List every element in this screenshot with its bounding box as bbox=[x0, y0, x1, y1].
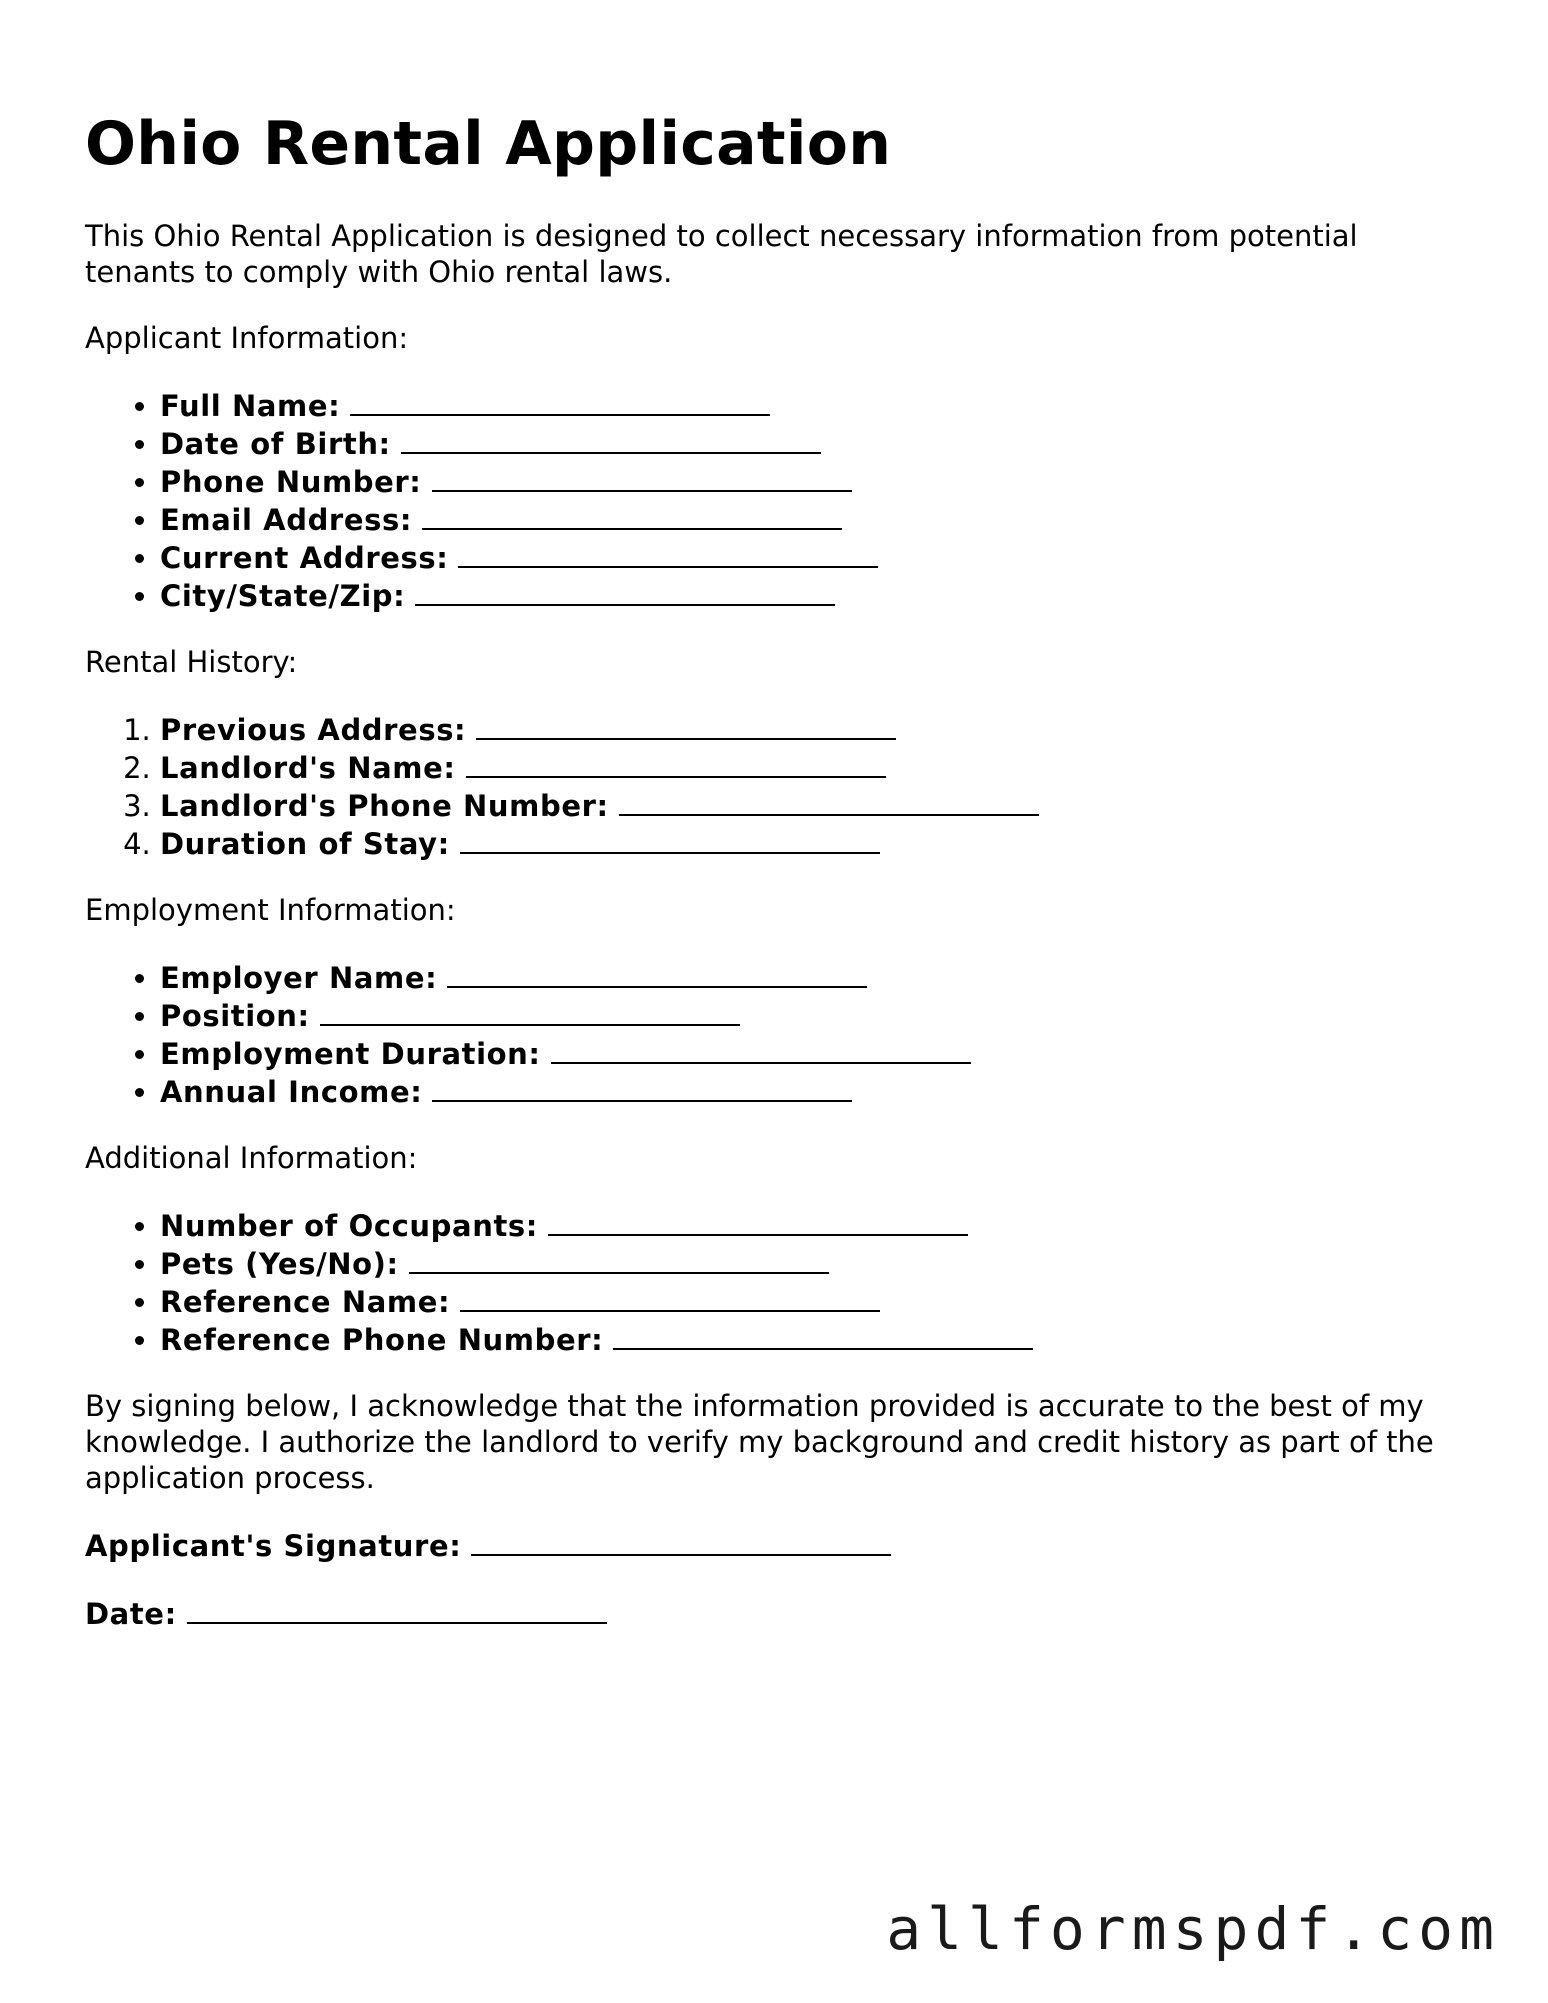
full-name-field[interactable] bbox=[350, 386, 770, 416]
city-state-zip-field[interactable] bbox=[415, 576, 835, 606]
current-address-label: Current Address: bbox=[160, 541, 449, 575]
landlord-name-field[interactable] bbox=[466, 748, 886, 778]
employment-field-list bbox=[85, 958, 1465, 1110]
reference-name-field[interactable] bbox=[460, 1282, 880, 1312]
document-page bbox=[85, 100, 1465, 1632]
rental-field-list bbox=[85, 710, 1465, 862]
list-item bbox=[160, 1072, 1465, 1110]
pets-field[interactable] bbox=[409, 1244, 829, 1274]
list-item bbox=[160, 424, 1465, 462]
annual-income-label: Annual Income: bbox=[160, 1075, 423, 1109]
email-address-field[interactable] bbox=[422, 500, 842, 530]
pets-label: Pets (Yes/No): bbox=[160, 1247, 399, 1281]
signature-label: Applicant's Signature: bbox=[85, 1529, 462, 1563]
additional-field-list bbox=[85, 1206, 1465, 1358]
list-item bbox=[160, 1320, 1465, 1358]
list-item bbox=[160, 386, 1465, 424]
list-item bbox=[160, 1282, 1465, 1320]
list-item bbox=[160, 748, 1465, 786]
signature-field[interactable] bbox=[471, 1526, 891, 1556]
city-state-zip-label: City/State/Zip: bbox=[160, 579, 406, 613]
signature-line bbox=[85, 1526, 1465, 1564]
employment-section-heading: Employment Information: bbox=[85, 893, 456, 927]
reference-phone-label: Reference Phone Number: bbox=[160, 1323, 604, 1357]
list-item bbox=[160, 500, 1465, 538]
duration-of-stay-field[interactable] bbox=[460, 824, 880, 854]
employment-duration-label: Employment Duration: bbox=[160, 1037, 541, 1071]
rental-section-heading: Rental History: bbox=[85, 645, 298, 679]
previous-address-label: Previous Address: bbox=[160, 713, 467, 747]
employer-name-field[interactable] bbox=[447, 958, 867, 988]
list-item bbox=[160, 786, 1465, 824]
applicant-field-list bbox=[85, 386, 1465, 614]
position-label: Position: bbox=[160, 999, 310, 1033]
list-item bbox=[160, 538, 1465, 576]
list-item bbox=[160, 958, 1465, 996]
list-item bbox=[160, 462, 1465, 500]
list-item bbox=[160, 1206, 1465, 1244]
date-field[interactable] bbox=[187, 1594, 607, 1624]
number-of-occupants-label: Number of Occupants: bbox=[160, 1209, 538, 1243]
applicant-section-heading: Applicant Information: bbox=[85, 321, 409, 355]
landlord-phone-label: Landlord's Phone Number: bbox=[160, 789, 609, 823]
current-address-field[interactable] bbox=[458, 538, 878, 568]
date-of-birth-label: Date of Birth: bbox=[160, 427, 391, 461]
annual-income-field[interactable] bbox=[432, 1072, 852, 1102]
reference-name-label: Reference Name: bbox=[160, 1285, 451, 1319]
employer-name-label: Employer Name: bbox=[160, 961, 438, 995]
full-name-label: Full Name: bbox=[160, 389, 341, 423]
previous-address-field[interactable] bbox=[476, 710, 896, 740]
employment-duration-field[interactable] bbox=[551, 1034, 971, 1064]
document-title: Ohio Rental Application bbox=[85, 109, 892, 179]
intro-paragraph: This Ohio Rental Application is designed to collect necessary information from potential tenants to comply with Ohio rental laws. bbox=[85, 219, 1358, 289]
list-item bbox=[160, 710, 1465, 748]
date-label: Date: bbox=[85, 1597, 177, 1631]
duration-of-stay-label: Duration of Stay: bbox=[160, 827, 450, 861]
number-of-occupants-field[interactable] bbox=[548, 1206, 968, 1236]
position-field[interactable] bbox=[320, 996, 740, 1026]
email-address-label: Email Address: bbox=[160, 503, 413, 537]
phone-number-label: Phone Number: bbox=[160, 465, 422, 499]
list-item bbox=[160, 824, 1465, 862]
date-line bbox=[85, 1594, 1465, 1632]
additional-section-heading: Additional Information: bbox=[85, 1141, 418, 1175]
phone-number-field[interactable] bbox=[432, 462, 852, 492]
reference-phone-field[interactable] bbox=[613, 1320, 1033, 1350]
landlord-name-label: Landlord's Name: bbox=[160, 751, 456, 785]
list-item bbox=[160, 1244, 1465, 1282]
landlord-phone-field[interactable] bbox=[619, 786, 1039, 816]
list-item bbox=[160, 576, 1465, 614]
acknowledgement-paragraph: By signing below, I acknowledge that the information provided is accurate to the best of my knowledge. I authorize the landlord to verify my background and credit history as part of the application process. bbox=[85, 1389, 1434, 1495]
list-item bbox=[160, 1034, 1465, 1072]
watermark-text: allformspdf.com bbox=[886, 1895, 1500, 1963]
list-item bbox=[160, 996, 1465, 1034]
date-of-birth-field[interactable] bbox=[401, 424, 821, 454]
